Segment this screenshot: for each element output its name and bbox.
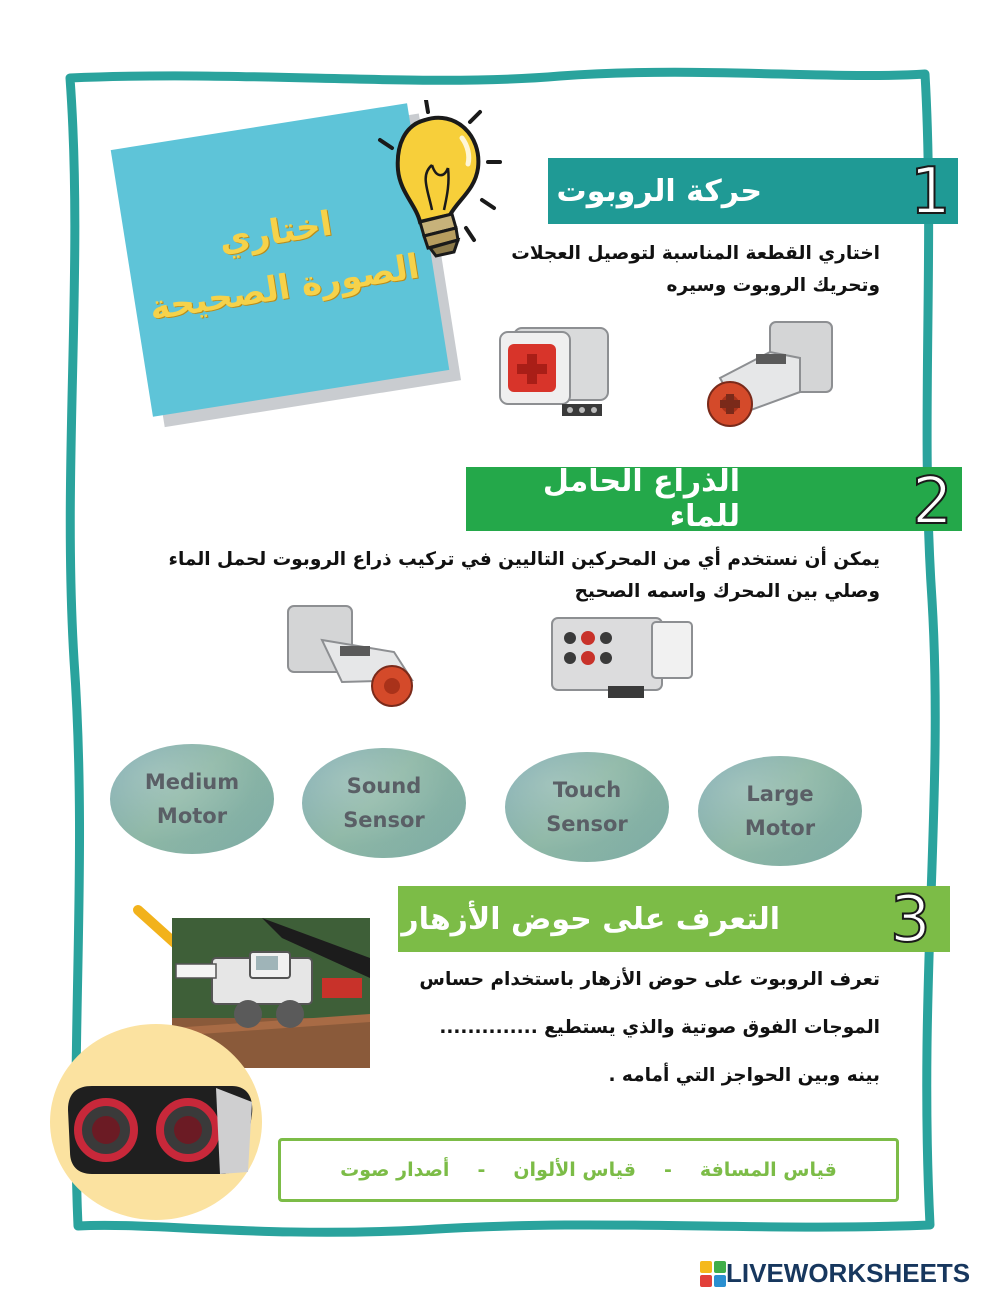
option-sound-sensor-line1: Sound [346, 774, 422, 798]
answer-colors[interactable]: قياس الألوان [513, 1159, 636, 1181]
large-motor-image-2[interactable] [282, 600, 432, 710]
option-sound-sensor-line2: Sensor [343, 808, 425, 832]
liveworksheets-icon [700, 1261, 726, 1287]
section3-line2: الموجات الفوق صوتية والذي يستطيع .............. [439, 1017, 880, 1038]
section1-title: حركة الروبوت [556, 173, 762, 209]
section3-line3: بينه وبين الحواجز التي أمامه . [608, 1065, 880, 1086]
option-large-motor-line1: Large [746, 782, 814, 806]
section1-text [380, 238, 880, 302]
option-touch-sensor-line1: Touch [552, 778, 622, 802]
section2-line1: يمكن أن نستخدم أي من المحركين التاليين في تركيب ذراع الروبوت لحمل الماء [168, 549, 880, 570]
option-medium-motor[interactable] [110, 744, 274, 854]
section2-banner [466, 464, 962, 534]
large-motor-image[interactable] [700, 318, 840, 428]
answer-options-box [278, 1138, 899, 1202]
liveworksheets-brand-text: LIVEWORKSHEETS [726, 1258, 971, 1288]
section1-line1: اختاري القطعة المناسبة لتوصيل العجلات [511, 243, 880, 264]
section2-number: 2 [912, 465, 953, 539]
answer-separator-1: - [663, 1159, 672, 1181]
section3-number: 3 [890, 883, 931, 957]
option-medium-motor-line2: Motor [156, 804, 228, 828]
section1-line2: وتحريك الروبوت وسيره [666, 275, 880, 296]
section1-number: 1 [910, 155, 951, 229]
answer-separator-2: - [477, 1159, 486, 1181]
section3-title: التعرف على حوض الأزهار [401, 901, 780, 937]
answer-sound[interactable]: أصدار صوت [340, 1159, 450, 1181]
lightbulb-icon [370, 100, 510, 260]
section3-text [360, 956, 880, 1100]
option-large-motor[interactable] [698, 756, 862, 866]
answer-distance[interactable]: قياس المسافة [699, 1159, 837, 1181]
option-touch-sensor-line2: Sensor [546, 812, 628, 836]
section2-text [100, 544, 880, 608]
medium-motor-image[interactable] [548, 612, 696, 702]
liveworksheets-logo [700, 1258, 970, 1289]
option-sound-sensor[interactable] [302, 748, 466, 858]
sticky-note-line2: الصورة الصحيحة [146, 246, 422, 329]
section2-title: الذراع الحامل للماء [542, 464, 740, 534]
option-medium-motor-line1: Medium [144, 770, 240, 794]
section3-banner [398, 883, 950, 957]
sticky-note-line1: اختاري [216, 203, 335, 261]
touch-sensor-image[interactable] [494, 320, 614, 420]
section2-line2: وصلي بين المحرك واسمه الصحيح [574, 581, 880, 602]
option-large-motor-line2: Motor [744, 816, 816, 840]
section1-banner [548, 155, 958, 229]
section3-line1: تعرف الروبوت على حوض الأزهار باستخدام حساس [419, 969, 880, 990]
ultrasonic-sensor-image[interactable] [48, 1022, 266, 1222]
option-touch-sensor[interactable] [505, 752, 669, 862]
